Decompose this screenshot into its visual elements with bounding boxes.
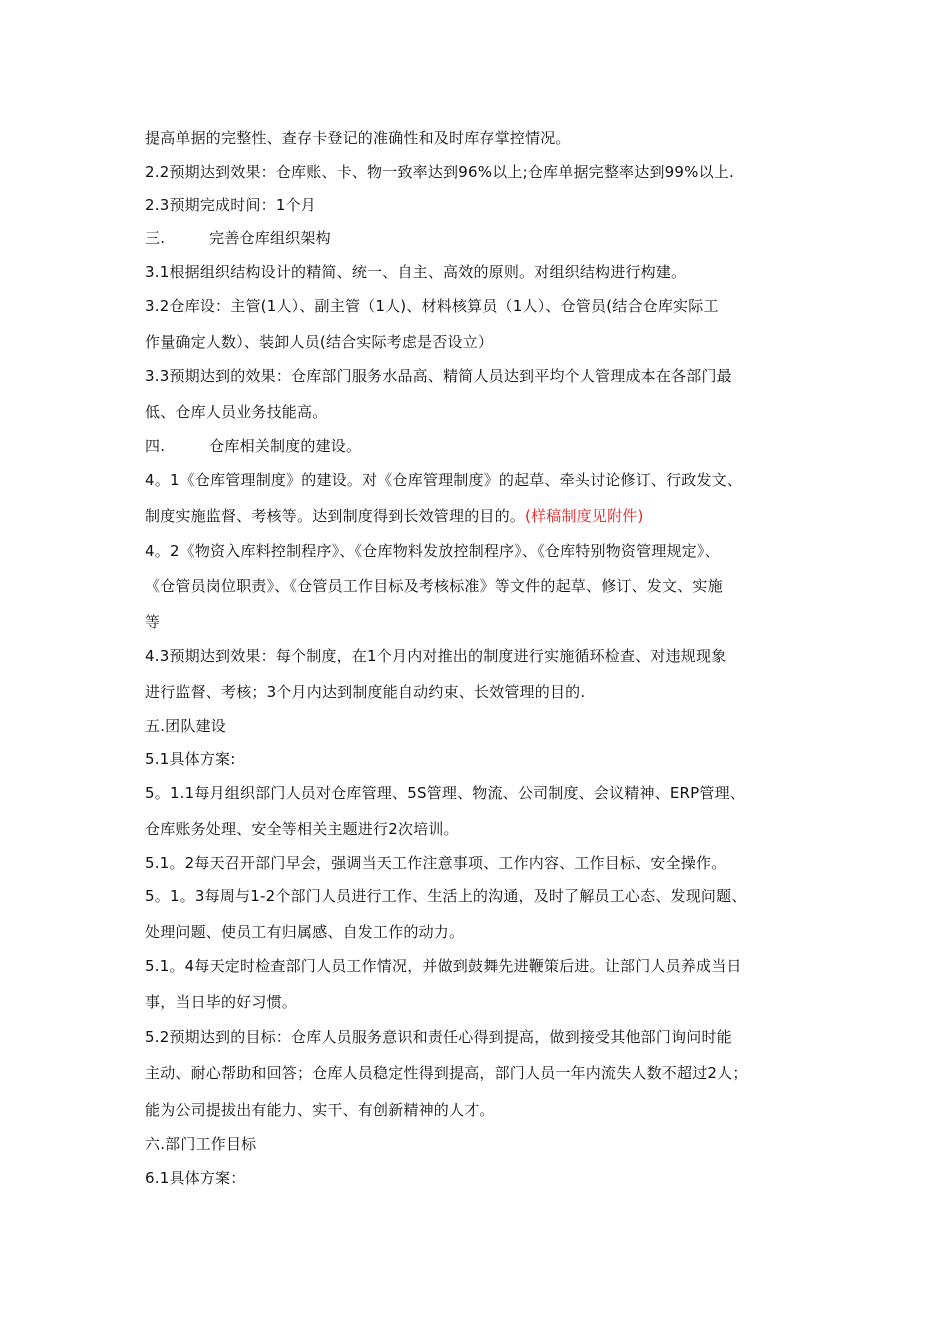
attachment-note: (样稿制度见附件) [525,507,644,525]
paragraph-line: 2.2预期达到效果：仓库账、卡、物一致率达到96%以上;仓库单据完整率达到99%以上. [145,163,734,181]
paragraph-line: 6.1具体方案： [145,1169,246,1187]
paragraph-line: 5.2预期达到的目标：仓库人员服务意识和责任心得到提高，做到接受其他部门询问时能 [145,1028,732,1046]
section-number: 三. [145,229,166,247]
paragraph-line: 3.3预期达到的效果：仓库部门服务水品高、精简人员达到平均个人管理成本在各部门最 [145,367,732,385]
paragraph-line: 主动、耐心帮助和回答；仓库人员稳定性得到提高，部门人员一年内流失人数不超过2人； [145,1064,748,1082]
section-heading-6: 六.部门工作目标 [145,1135,257,1153]
paragraph-line [145,506,835,526]
paragraph-line: 2.3预期完成时间：1个月 [145,196,316,214]
paragraph-line: 处理问题、使员工有归属感、自发工作的动力。 [145,923,465,941]
paragraph-line: 作量确定人数）、装卸人员(结合实际考虑是否设立） [145,333,494,351]
section-heading-4 [145,436,835,456]
section-title: 仓库相关制度的建设。 [209,437,362,455]
section-heading-3 [145,228,835,248]
paragraph-line: 5。1。3每周与1-2个部门人员进行工作、生活上的沟通，及时了解员工心态、发现问题、 [145,887,747,905]
paragraph-line: 低、仓库人员业务技能高。 [145,403,328,421]
paragraph-line: 5.1。4每天定时检查部门人员工作情况，并做到鼓舞先进鞭策后进。让部门人员养成当日 [145,957,742,975]
paragraph-line: 提高单据的完整性、查存卡登记的准确性和及时库存掌控情况。 [145,129,571,147]
paragraph-line: 3.2仓库设：主管(1人）、副主管（1人)、材料核算员（1人）、仓管员(结合仓库实际工 [145,297,719,315]
paragraph-line: 等 [145,613,161,631]
paragraph-line: 5.1具体方案: [145,750,236,768]
paragraph-line: 进行监督、考核；3个月内达到制度能自动约束、长效管理的目的. [145,683,586,701]
paragraph-line: 3.1根据组织结构设计的精简、统一、自主、高效的原则。对组织结构进行构建。 [145,263,687,281]
paragraph-line: 4.3预期达到效果：每个制度，在1个月内对推出的制度进行实施循环检查、对违规现象 [145,647,727,665]
paragraph-line: 4。2《物资入库料控制程序》、《仓库物料发放控制程序》、《仓库特别物资管理规定》、 [145,542,720,560]
section-number: 四. [145,437,166,455]
section-heading-5: 五.团队建设 [145,717,226,735]
section-title: 完善仓库组织架构 [209,229,331,247]
paragraph-line: 能为公司提拔出有能力、实干、有创新精神的人才。 [145,1101,495,1119]
paragraph-line: 5。1.1每月组织部门人员对仓库管理、5S管理、物流、公司制度、会议精神、ERP管理、 [145,784,746,802]
paragraph-line: 事，当日毕的好习惯。 [145,993,298,1011]
paragraph-line: 5.1。2每天召开部门早会，强调当天工作注意事项、工作内容、工作目标、安全操作。 [145,854,727,872]
paragraph-line: 《仓管员岗位职责》、《仓管员工作目标及考核标准》等文件的起草、修订、发文、实施 [145,577,723,595]
paragraph-line: 仓库账务处理、安全等相关主题进行2次培训。 [145,820,459,838]
paragraph-line: 4。1《仓库管理制度》的建设。对《仓库管理制度》的起草、牵头讨论修订、行政发文、 [145,471,743,489]
paragraph-text: 制度实施监督、考核等。达到制度得到长效管理的目的。 [145,507,526,525]
